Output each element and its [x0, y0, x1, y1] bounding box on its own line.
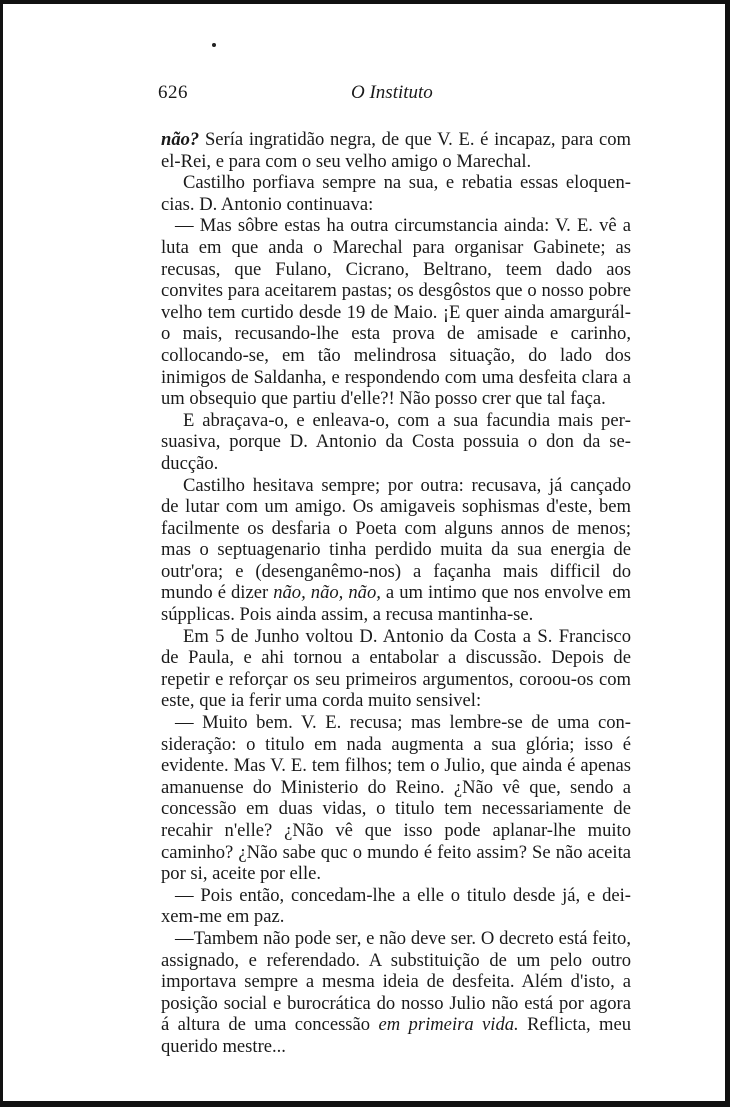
paragraph-9	[161, 928, 631, 1058]
paragraph-5	[161, 475, 631, 626]
book-page	[158, 82, 632, 1058]
page-number: 626	[158, 82, 188, 103]
paragraph-text: — Mas sôbre estas ha outra circumstancia ainda: V. E. vê a luta em que anda o Marechal para organisar Gabinete; as recusas, que Fulano, Cicrano, Beltrano, teem dado aos convites para aceitarem pastas; os desgôstos que o nosso pobre velho tem curtido desde 19 de Maio. ¡E quer ainda amargurál-o mais, recusando-lhe esta prova de amisade e carinho, collocando-se, em tão melindrosa situação, do lado dos inimigos de Saldanha, e respondendo com uma desfeita clara a um obsequio que partiu d'elle?! Não posso crer que tal faça.	[161, 215, 631, 410]
paragraph-text: a um intimo que nos envolve em súpplicas. Pois ainda assim, a recusa mantinha-se.	[161, 582, 631, 626]
running-title: O Instituto	[351, 82, 433, 103]
scan-speck	[212, 43, 216, 47]
paragraph-text: — Muito bem. V. E. recusa; mas lembre-se de uma consideração: o titulo em nada augmenta a sua glória; isso é evidente. Mas V. E. tem filhos; tem o Julio, que ainda é apenas amanuense do Ministerio do Reino. ¿Não vê que, sendo a concessão em duas vidas, o titulo tem necessariamente de recahir n'elle? ¿Não vê que isso pode aplanar-lhe muito caminho? ¿Não sabe quc o mundo é feito assim? Se não aceita por si, aceite por elle.	[161, 712, 631, 885]
paragraph-1	[161, 129, 631, 172]
paragraph-text: Castilho hesitava sempre; por outra: recusava, já cançado de lutar com um amigo. Os amigaveis sophismas d'este, bem facilmente os desfaria o Poeta com alguns annos de menos; mas o septuagenario tinha perdido muita da sua energia de outr'ora; e (desenganêmo-nos) a façanha mais difficil do mundo é dizer	[161, 474, 631, 604]
paragraph-6	[161, 626, 631, 712]
paragraph-2	[161, 172, 631, 215]
paragraph-3	[161, 215, 631, 409]
paragraph-italic-phrase: em primeira vida.	[378, 1014, 519, 1036]
paragraph-text: —Tambem não pode ser, e não deve ser. O decreto está feito, assignado, e referendado. A substituição de um pelo outro importava sempre a mesma ideia de desfeita. Além d'isto, a posição social e burocrática do nosso Julio não está por agora á altura de uma concessão	[161, 927, 631, 1036]
paragraph-italic-phrase: não, não, não,	[273, 582, 381, 604]
paragraph-text: E abraçava-o, e enleava-o, com a sua facundia mais persuasiva, porque D. Antonio da Costa possuia o don da seducção.	[161, 409, 631, 474]
paragraph-text: Sería ingratidão negra, de que V. E. é incapaz, para com el-Rei, e para com o seu velho amigo o Marechal.	[161, 129, 631, 172]
paragraph-lead-italic: não?	[161, 129, 200, 150]
paragraph-text: Em 5 de Junho voltou D. Antonio da Costa a S. Francisco de Paula, e ahi tornou a entabolar a discussão. Depois de repetir e reforçar os seu primeiros argumentos, coroou-os com este, que ia ferir uma corda muito sensivel:	[161, 625, 631, 712]
paragraph-4	[161, 410, 631, 475]
paragraph-7	[161, 712, 631, 885]
paragraph-text: Castilho porfiava sempre na sua, e rebatia essas eloquencias. D. Antonio continuava:	[161, 172, 631, 215]
paragraph-text: Reflicta, meu querido mestre...	[161, 1014, 632, 1057]
body-text	[161, 129, 631, 1058]
paragraph-text: — Pois então, concedam-lhe a elle o titulo desde já, e deixem-me em paz.	[161, 884, 631, 928]
running-head	[158, 82, 631, 112]
paragraph-8	[161, 885, 631, 928]
